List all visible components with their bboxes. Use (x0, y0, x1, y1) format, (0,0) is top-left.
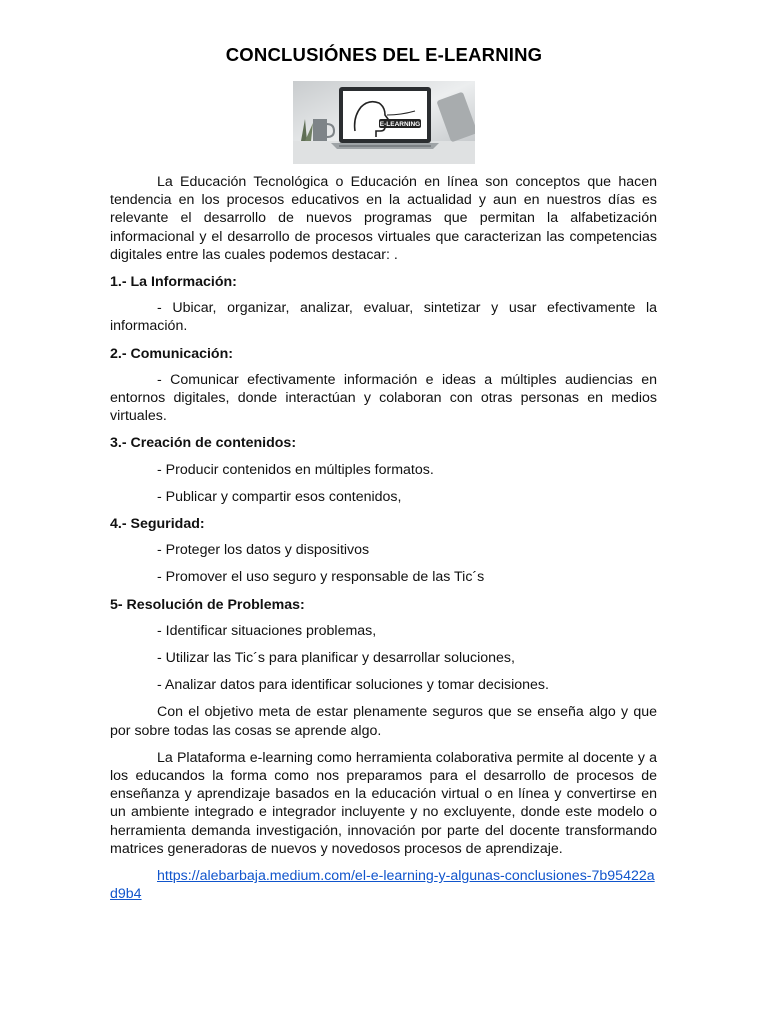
e-learning-banner-image (293, 81, 475, 164)
section-heading-resolucion: 5- Resolución de Problemas: (110, 596, 305, 613)
intro-paragraph: La Educación Tecnológica o Educación en línea son conceptos que hacen tendencia en los procesos educativos en la actualidad y aun en nuestros días es relevante el desarrollo de nuevos programas que permitan la alfabetización informacional y el desarrollo de procesos virtuales que caracterizan las competencias digitales entre las cuales podemos destacar: . (110, 174, 657, 263)
source-link[interactable]: https://alebarbaja.medium.com/el-e-learning-y-algunas-conclusiones-7b95422ad9b4 (110, 868, 655, 903)
section-heading-informacion: 1.- La Información: (110, 274, 237, 291)
section-item: - Promover el uso seguro y responsable de las Tic´s (157, 569, 485, 586)
page-title: CONCLUSIÓNES DEL E-LEARNING (225, 44, 543, 65)
section-item: - Utilizar las Tic´s para planificar y desarrollar soluciones, (157, 650, 515, 667)
section-heading-comunicacion: 2.- Comunicación: (110, 345, 233, 362)
document-body (110, 173, 657, 904)
section-item: - Analizar datos para identificar soluciones y tomar decisiones. (157, 677, 549, 694)
closing-paragraph-2: La Plataforma e-learning como herramienta colaborativa permite al docente y a los educandos la forma como nos preparamos para el desarrollo de procesos de enseñanza y aprendizaje basados en la educación virtual o en línea y convertirse en un ambiente integrado e integrador incluyente y no excluyente, donde este modelo o herramienta demanda investigación, innovación por parte del docente transformando matrices generadoras de nuevos y novedosos procesos de aprendizaje. (110, 749, 657, 857)
section-item: - Identificar situaciones problemas, (157, 622, 377, 639)
closing-paragraph-1: Con el objetivo meta de estar plenamente seguros que se enseña algo y que por sobre todas las cosas se aprende algo. (110, 704, 657, 739)
banner-label-text: E-LEARNING (379, 121, 421, 128)
section-heading-creacion: 3.- Creación de contenidos: (110, 435, 297, 452)
section-heading-seguridad: 4.- Seguridad: (110, 516, 205, 533)
section-item: - Ubicar, organizar, analizar, evaluar, sintetizar y usar efectivamente la información. (110, 300, 657, 335)
section-item: - Comunicar efectivamente información e ideas a múltiples audiencias en entornos digitales, donde interactúan y colaboran con otras personas en medios virtuales. (110, 371, 657, 425)
section-item: - Producir contenidos en múltiples formatos. (157, 461, 434, 478)
section-item: - Proteger los datos y dispositivos (157, 542, 370, 559)
section-item: - Publicar y compartir esos contenidos, (157, 488, 402, 505)
